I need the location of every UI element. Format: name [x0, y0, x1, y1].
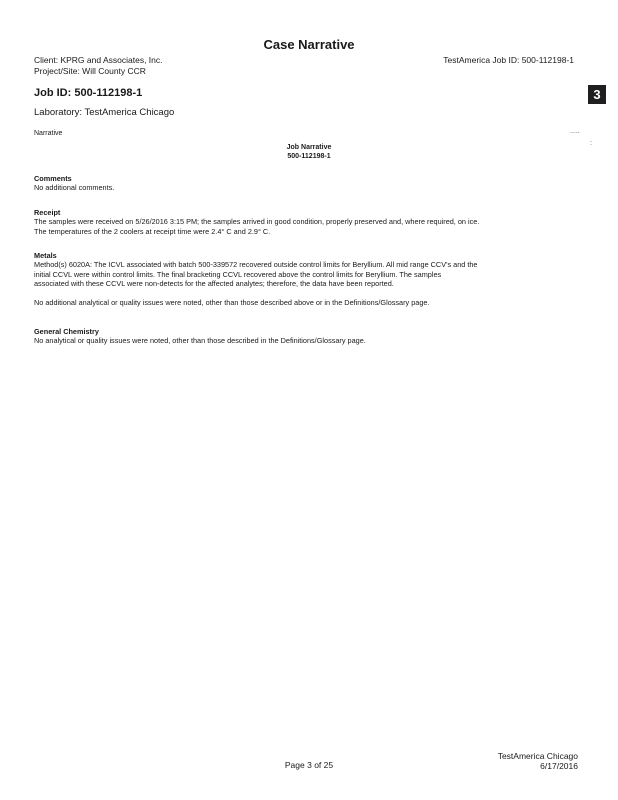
laboratory-line: Laboratory: TestAmerica Chicago	[34, 107, 175, 118]
margin-tick-mark: :	[590, 140, 592, 147]
metals-line-1: Method(s) 6020A: The ICVL associated with batch 500-339572 recovered outside control limits for Beryllium. All mid range CCV's and the	[34, 260, 478, 270]
receipt-heading: Receipt	[34, 208, 61, 217]
page-number: Page 3 of 25	[284, 760, 334, 770]
job-id-heading: Job ID: 500-112198-1	[34, 87, 143, 99]
job-narrative-number: 500-112198-1	[287, 153, 331, 160]
job-narrative-heading: Job Narrative	[286, 144, 332, 151]
general-chemistry-heading: General Chemistry	[34, 327, 99, 336]
section-tab-marker: 3	[588, 85, 606, 104]
comments-heading: Comments	[34, 174, 72, 183]
margin-tick-mark: .....	[570, 128, 580, 135]
header-job-id: TestAmerica Job ID: 500-112198-1	[443, 55, 574, 65]
metals-line-3: associated with these CCVL were non-detects for the affected analytes; therefore, the data have been reported.	[34, 279, 394, 289]
footer-lab-date	[498, 751, 578, 771]
receipt-section	[34, 208, 574, 236]
job-narrative-block	[0, 143, 618, 161]
metals-line-2: initial CCVL were within control limits. The final bracketing CCVL recovered above the control limits for Beryllium. The samples	[34, 269, 442, 279]
narrative-label: Narrative	[34, 130, 63, 137]
general-chemistry-text: No analytical or quality issues were noted, other than those described in the Definitions/Glossary page.	[34, 336, 366, 346]
comments-section	[34, 174, 574, 193]
footer-date: 6/17/2016	[540, 761, 578, 771]
receipt-line-1: The samples were received on 5/26/2016 3:15 PM; the samples arrived in good condition, properly preserved and, where required, on ice.	[34, 217, 480, 227]
client-line: Client: KPRG and Associates, Inc.	[34, 55, 163, 65]
page-title: Case Narrative	[263, 37, 355, 52]
metals-line-4: No additional analytical or quality issues were noted, other than those described above or in the Definitions/Glossary page.	[34, 297, 430, 307]
metals-section	[34, 251, 574, 307]
general-chemistry-section	[34, 327, 574, 346]
metals-heading: Metals	[34, 251, 57, 260]
comments-text: No additional comments.	[34, 183, 115, 193]
project-site-line: Project/Site: Will County CCR	[34, 66, 146, 76]
footer-lab: TestAmerica Chicago	[497, 751, 578, 761]
receipt-line-2: The temperatures of the 2 coolers at receipt time were 2.4° C and 2.9° C.	[34, 226, 271, 236]
